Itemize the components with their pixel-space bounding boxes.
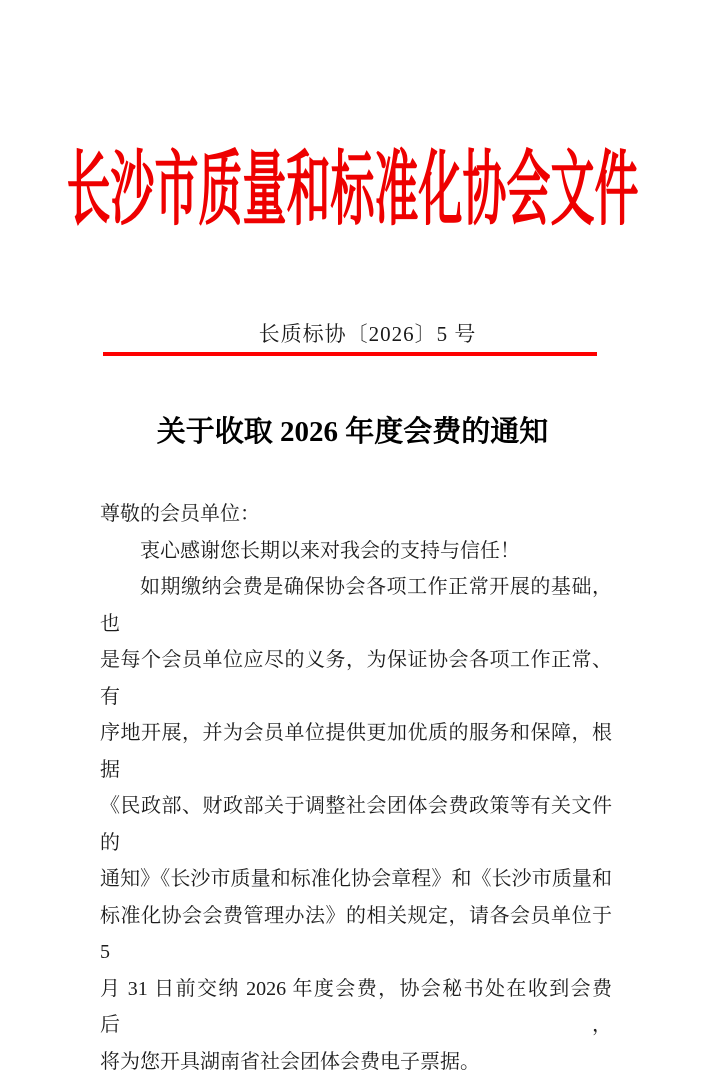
body-line: 如期缴纳会费是确保协会各项工作正常开展的基础，也 bbox=[100, 569, 612, 642]
body-line: 是每个会员单位应尽的义务，为保证协会各项工作正常、有 bbox=[100, 642, 612, 715]
body-line: 通知》《长沙市质量和标准化协会章程》和《长沙市质量和 bbox=[100, 861, 612, 898]
body-line: 标准化协会会费管理办法》的相关规定，请各会员单位于 5 bbox=[100, 898, 612, 971]
body-line-last: 将为您开具湖南省社会团体会费电子票据。 bbox=[100, 1044, 612, 1080]
body-line: 衷心感谢您长期以来对我会的支持与信任！ bbox=[100, 533, 612, 570]
notice-title: 关于收取 2026 年度会费的通知 bbox=[0, 413, 705, 451]
body-line: 《民政部、财政部关于调整社会团体会费政策等有关文件的 bbox=[100, 788, 612, 861]
body-line: 月 31 日前交纳 2026 年度会费，协会秘书处在收到会费后， bbox=[100, 971, 612, 1044]
org-banner-title: 长沙市质量和标准化协会文件 bbox=[0, 106, 705, 276]
red-separator-line bbox=[103, 352, 597, 356]
body-line: 序地开展，并为会员单位提供更加优质的服务和保障，根据 bbox=[100, 715, 612, 788]
notice-body bbox=[100, 496, 612, 1080]
body-line-salutation: 尊敬的会员单位： bbox=[100, 496, 612, 533]
doc-reference-number: 长质标协〔2026〕5 号 bbox=[0, 318, 705, 348]
